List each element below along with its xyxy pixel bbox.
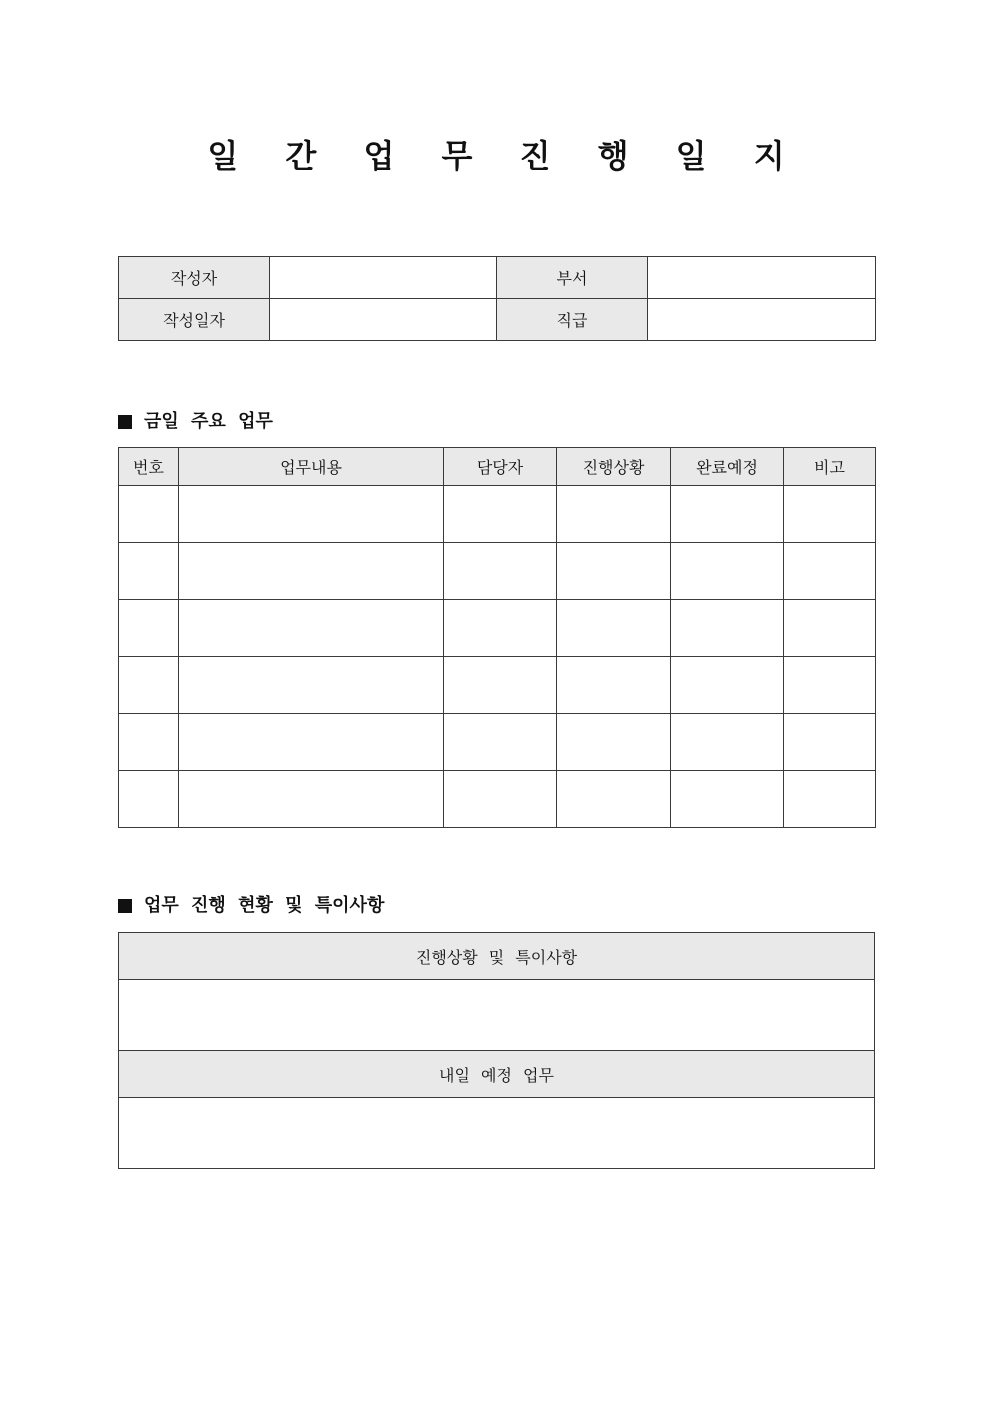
table-cell[interactable] (671, 657, 784, 714)
table-row (119, 657, 876, 714)
table-cell[interactable] (557, 486, 671, 543)
table-cell[interactable] (557, 771, 671, 828)
author-field[interactable] (270, 257, 497, 299)
table-cell[interactable] (557, 714, 671, 771)
table-cell[interactable] (179, 486, 444, 543)
table-cell[interactable] (119, 714, 179, 771)
table-cell[interactable] (119, 486, 179, 543)
table-cell[interactable] (557, 657, 671, 714)
table-row (119, 714, 876, 771)
department-field[interactable] (648, 257, 876, 299)
table-cell[interactable] (784, 600, 876, 657)
table-cell[interactable] (784, 486, 876, 543)
table-row (119, 600, 876, 657)
status-header-row (119, 933, 875, 980)
table-row (119, 543, 876, 600)
status-body-row (119, 980, 875, 1051)
square-bullet-icon (118, 415, 132, 429)
column-header-number: 번호 (119, 448, 179, 486)
tomorrow-header-text: 내일 예정 업무 (439, 1065, 554, 1085)
date-field[interactable] (270, 299, 497, 341)
status-header (119, 933, 875, 980)
author-label: 작성자 (119, 257, 270, 299)
column-header-due: 완료예정 (671, 448, 784, 486)
section-heading-status (118, 894, 384, 918)
tomorrow-body-row (119, 1098, 875, 1169)
table-cell[interactable] (784, 543, 876, 600)
table-cell[interactable] (119, 600, 179, 657)
table-cell[interactable] (179, 714, 444, 771)
table-cell[interactable] (444, 543, 557, 600)
section-title: 업무 진행 현황 및 특이사항 (144, 895, 385, 916)
table-cell[interactable] (671, 486, 784, 543)
table-cell[interactable] (557, 543, 671, 600)
table-cell[interactable] (119, 771, 179, 828)
table-cell[interactable] (671, 543, 784, 600)
table-cell[interactable] (179, 600, 444, 657)
table-cell[interactable] (444, 771, 557, 828)
column-header-assignee: 담당자 (444, 448, 557, 486)
status-header-text: 진행상황 및 특이사항 (415, 947, 578, 967)
table-cell[interactable] (444, 600, 557, 657)
status-field[interactable] (119, 980, 875, 1051)
info-row (119, 257, 876, 299)
table-row (119, 771, 876, 828)
table-cell[interactable] (179, 771, 444, 828)
table-header-row (119, 448, 876, 486)
table-cell[interactable] (557, 600, 671, 657)
table-cell[interactable] (179, 657, 444, 714)
table-cell[interactable] (119, 543, 179, 600)
department-label: 부서 (497, 257, 648, 299)
table-cell[interactable] (179, 543, 444, 600)
date-label: 작성일자 (119, 299, 270, 341)
status-table (118, 932, 875, 1169)
table-row (119, 486, 876, 543)
document-title: 일 간 업 무 진 행 일 지 (207, 137, 803, 175)
table-cell[interactable] (444, 486, 557, 543)
table-cell[interactable] (444, 714, 557, 771)
task-table (118, 447, 876, 828)
position-field[interactable] (648, 299, 876, 341)
position-label: 직급 (497, 299, 648, 341)
section-heading-today-tasks (118, 410, 273, 434)
column-header-task-content: 업무내용 (179, 448, 444, 486)
table-cell[interactable] (671, 771, 784, 828)
table-cell[interactable] (784, 714, 876, 771)
tomorrow-header (119, 1051, 875, 1098)
info-table (118, 256, 876, 341)
table-cell[interactable] (671, 600, 784, 657)
table-cell[interactable] (119, 657, 179, 714)
info-row (119, 299, 876, 341)
column-header-remarks: 비고 (784, 448, 876, 486)
section-title: 금일 주요 업무 (144, 411, 273, 432)
table-cell[interactable] (784, 657, 876, 714)
table-cell[interactable] (784, 771, 876, 828)
table-cell[interactable] (671, 714, 784, 771)
column-header-progress: 진행상황 (557, 448, 671, 486)
square-bullet-icon (118, 899, 132, 913)
table-cell[interactable] (444, 657, 557, 714)
tomorrow-header-row (119, 1051, 875, 1098)
tomorrow-field[interactable] (119, 1098, 875, 1169)
